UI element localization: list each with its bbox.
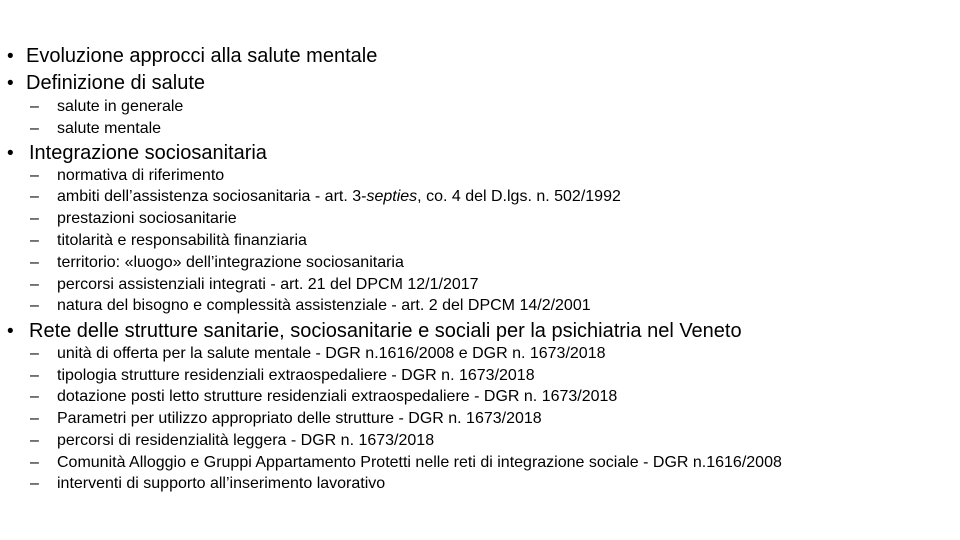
list-item: titolarità e responsabilità finanziaria [57,232,307,249]
dash-glyph: – [30,388,39,405]
dash-glyph: – [30,188,39,205]
list-item: interventi di supporto all’inserimento lavorativo [57,475,386,492]
dash-glyph: – [30,367,39,384]
bullet-glyph: • [7,321,14,342]
ambiti-text-before: ambiti dell’assistenza sociosanitaria - art. 3- [57,188,367,205]
dash-glyph: – [30,210,39,227]
list-item: percorsi di residenzialità leggera - DGR n. 1673/2018 [57,432,435,449]
ambiti-text-italic: septies [366,188,418,205]
dash-glyph: – [30,98,39,115]
ambiti-text-after: , co. 4 del D.lgs. n. 502/1992 [417,188,621,205]
list-item: natura del bisogno e complessità assistenziale - art. 2 del DPCM 14/2/2001 [57,297,591,314]
bullet-glyph: • [7,73,14,94]
list-item: territorio: «luogo» dell’integrazione sociosanitaria [57,254,404,271]
section-title: Definizione di salute [26,72,205,94]
list-item: percorsi assistenziali integrati - art. 21 del DPCM 12/1/2017 [57,276,479,293]
bullet-glyph: • [7,46,14,67]
dash-glyph: – [30,410,39,427]
dash-glyph: – [30,232,39,249]
dash-glyph: – [30,475,39,492]
dash-glyph: – [30,297,39,314]
dash-glyph: – [30,120,39,137]
list-item: salute in generale [57,98,184,115]
bullet-glyph: • [7,143,14,164]
dash-glyph: – [30,167,39,184]
list-item: prestazioni sociosanitarie [57,210,237,227]
list-item: tipologia strutture residenziali extraospedaliere - DGR n. 1673/2018 [57,367,535,384]
list-item: Comunità Alloggio e Gruppi Appartamento Protetti nelle reti di integrazione sociale - DGR n.1616/2008 [57,454,782,471]
list-item: normativa di riferimento [57,167,225,184]
section-title: Rete delle strutture sanitarie, sociosanitarie e sociali per la psichiatria nel Veneto [29,320,742,342]
list-item: dotazione posti letto strutture residenziali extraospedaliere - DGR n. 1673/2018 [57,388,618,405]
section-title: Evoluzione approcci alla salute mentale [26,45,378,67]
list-item: salute mentale [57,120,162,137]
list-item: unità di offerta per la salute mentale - DGR n.1616/2008 e DGR n. 1673/2018 [57,345,606,362]
list-item: Parametri per utilizzo appropriato delle strutture - DGR n. 1673/2018 [57,410,542,427]
list-item-ambiti [57,189,621,205]
dash-glyph: – [30,432,39,449]
dash-glyph: – [30,276,39,293]
dash-glyph: – [30,254,39,271]
section-title: Integrazione sociosanitaria [29,142,267,164]
dash-glyph: – [30,454,39,471]
dash-glyph: – [30,345,39,362]
